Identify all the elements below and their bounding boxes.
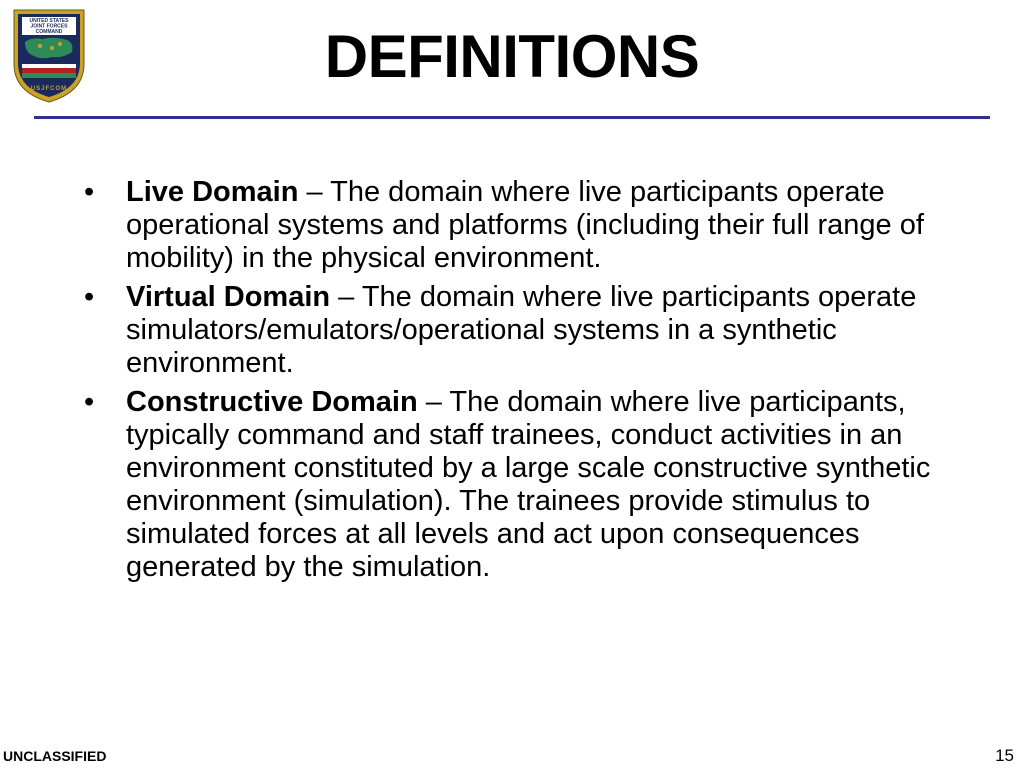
logo-bottom-text: USJFCOM <box>30 86 68 92</box>
classification-label: UNCLASSIFIED <box>3 748 107 764</box>
term-constructive-domain: Constructive Domain <box>126 386 418 418</box>
list-item <box>84 386 964 584</box>
term-live-domain: Live Domain <box>126 176 299 208</box>
bullet-icon: • <box>84 281 95 313</box>
bullet-text <box>126 176 964 275</box>
list-item <box>84 176 964 275</box>
definition-constructive-domain: – The domain where live participants, typically command and staff trainees, conduct activities in an environment constituted by a large scale constructive synthetic environment (simulation). The trainees provide stimulus to simulated forces at all levels and act upon consequences generated by the simulation. <box>126 386 931 583</box>
page-number: 15 <box>995 746 1014 765</box>
title-divider <box>34 116 990 119</box>
logo-text-line3: COMMAND <box>35 29 63 35</box>
logo-text-line2: JOINT FORCES <box>30 23 68 30</box>
list-item <box>84 281 964 380</box>
bullet-icon: • <box>84 386 95 418</box>
logo-text-line1: UNITED STATES <box>29 18 69 24</box>
slide-title: DEFINITIONS <box>324 23 700 90</box>
definitions-list <box>84 176 964 590</box>
definition-live-domain: – The domain where live participants operate operational systems and platforms (including their full range of mobility) in the physical environment. <box>126 176 924 274</box>
bullet-text <box>126 386 964 584</box>
bullet-text <box>126 281 964 380</box>
definition-virtual-domain: – The domain where live participants operate simulators/emulators/operational systems in a synthetic environment. <box>126 281 917 379</box>
term-virtual-domain: Virtual Domain <box>126 281 331 313</box>
bullet-icon: • <box>84 176 95 208</box>
